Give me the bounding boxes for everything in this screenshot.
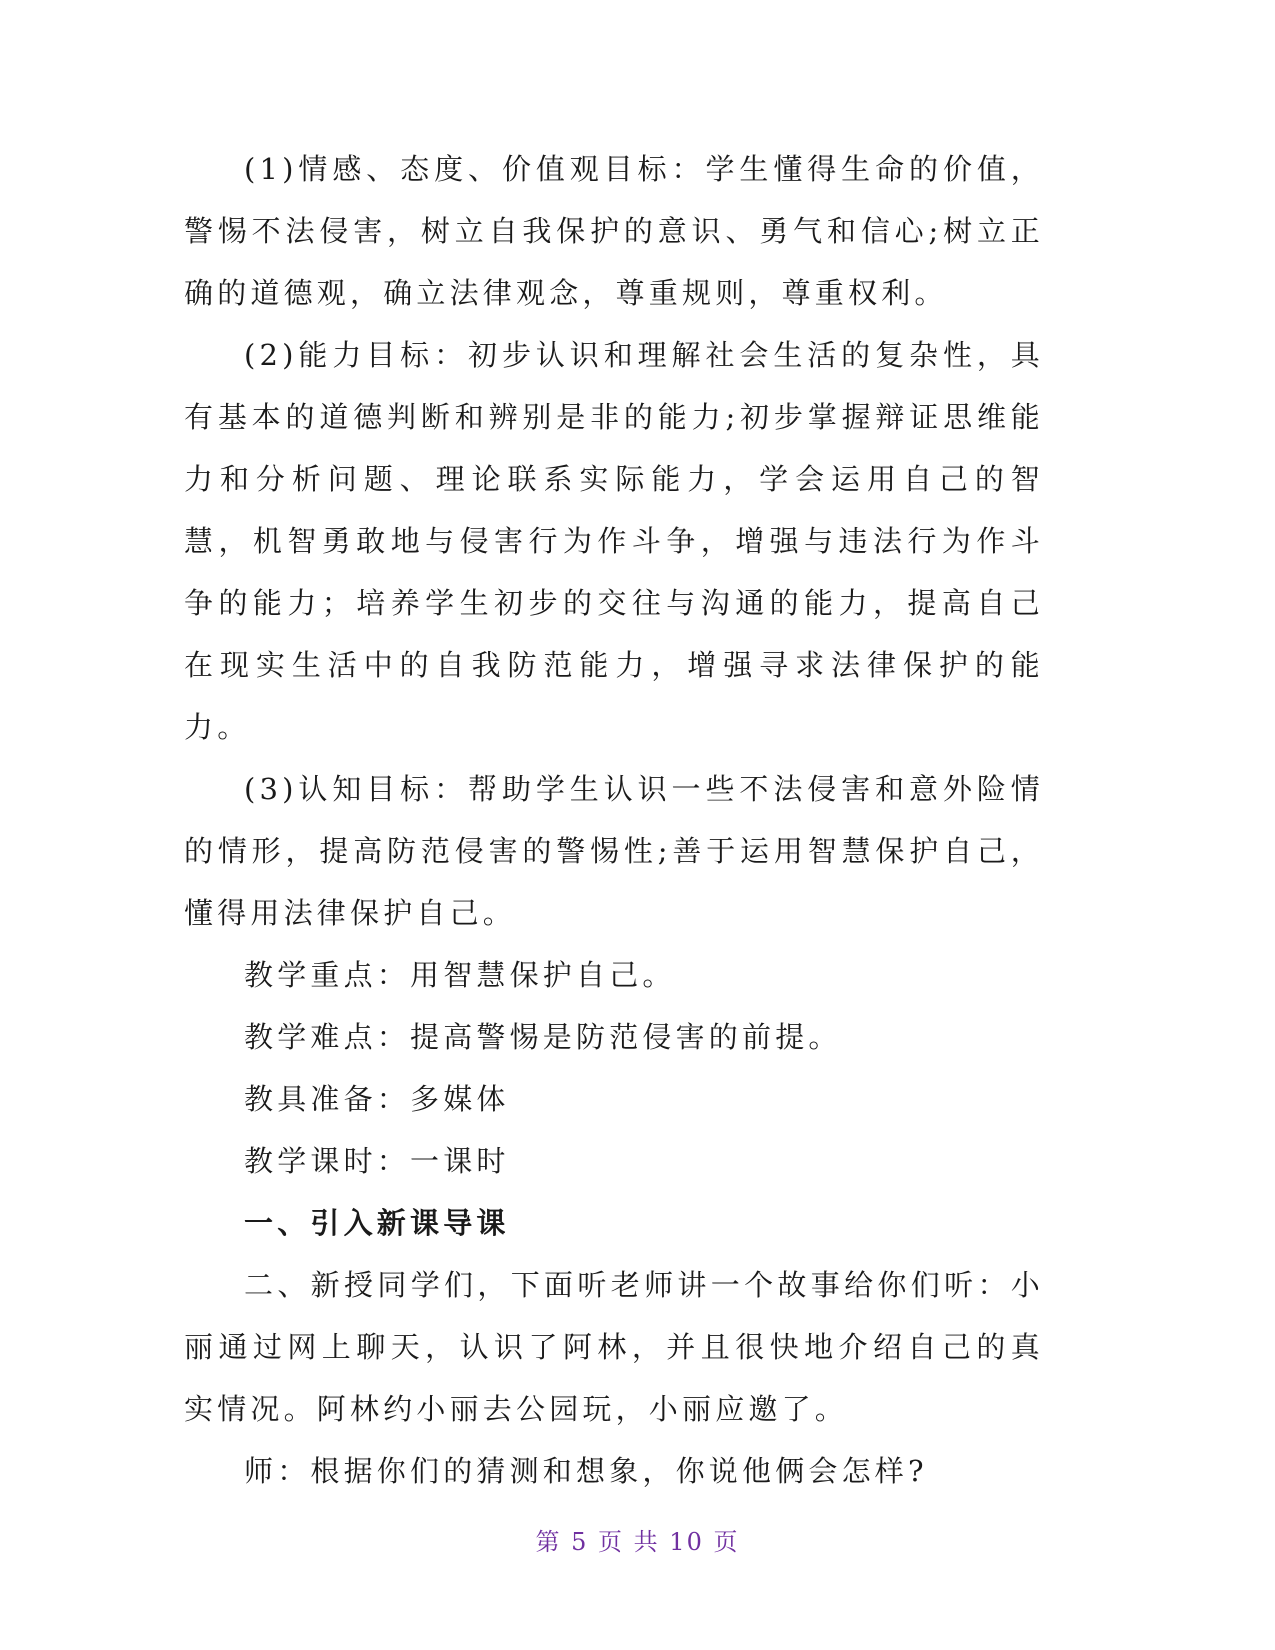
- paragraph-class-hours: 教学课时：一课时: [244, 1144, 510, 1178]
- paragraph-teaching-difficulty: 教学难点：提高警惕是防范侵害的前提。: [244, 1020, 842, 1054]
- section-heading-intro: 一、引入新课导课: [244, 1206, 510, 1240]
- paragraph-story: 二、新授同学们，下面听老师讲一个故事给你们听：小丽通过网上聊天，认识了阿林，并且很快地介绍自己的真实情况。阿林约小丽去公园玩，小丽应邀了。: [184, 1268, 1044, 1426]
- paragraph-cognitive-goal: (3)认知目标：帮助学生认识一些不法侵害和意外险情的情形，提高防范侵害的警惕性;善于运用智慧保护自己，懂得用法律保护自己。: [184, 772, 1044, 930]
- paragraph-ability-goal: (2)能力目标：初步认识和理解社会生活的复杂性，具有基本的道德判断和辨别是非的能力;初步掌握辩证思维能力和分析问题、理论联系实际能力，学会运用自己的智慧，机智勇敢地与侵害行为作斗争，增强与违法行为作斗争的能力；培养学生初步的交往与沟通的能力，提高自己在现实生活中的自我防范能力，增强寻求法律保护的能力。: [184, 338, 1044, 744]
- document-body: [184, 138, 1044, 1502]
- paragraph-teacher-question: 师：根据你们的猜测和想象，你说他俩会怎样?: [244, 1454, 928, 1488]
- paragraph-teaching-focus: 教学重点：用智慧保护自己。: [244, 958, 676, 992]
- paragraph-emotion-goal: (1)情感、态度、价值观目标：学生懂得生命的价值，警惕不法侵害，树立自我保护的意识、勇气和信心;树立正确的道德观，确立法律观念，尊重规则，尊重权利。: [184, 152, 1044, 310]
- page-footer: 第 5 页 共 10 页: [535, 1528, 740, 1556]
- paragraph-teaching-aids: 教具准备：多媒体: [244, 1082, 510, 1116]
